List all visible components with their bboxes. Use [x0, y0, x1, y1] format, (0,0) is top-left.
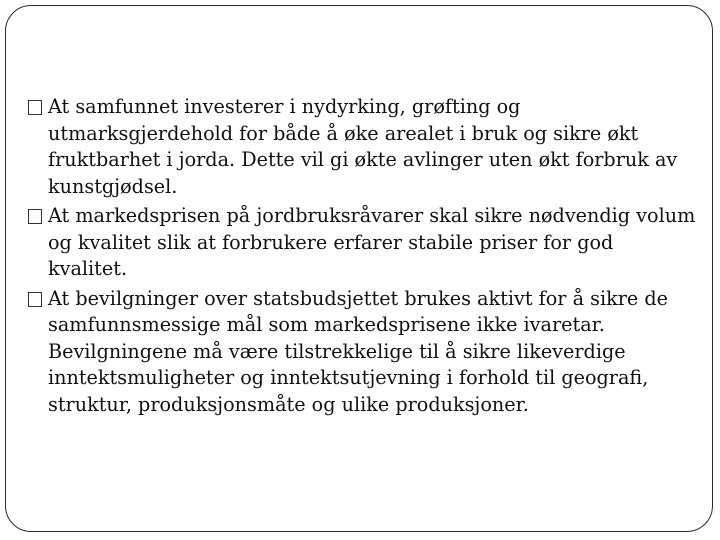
bullet-item — [28, 203, 698, 283]
bullet-text: At markedsprisen på jordbruksråvarer skal sikre nødvendig volum og kvalitet slik at forbrukere erfarer stabile priser for god kvalitet. — [48, 204, 696, 280]
bullet-list — [28, 94, 698, 421]
bullet-item — [28, 286, 698, 419]
square-bullet-icon — [28, 100, 42, 115]
square-bullet-icon — [28, 209, 42, 224]
bullet-text: At samfunnet investerer i nydyrking, grøfting og utmarksgjerdehold for både å øke arealet i bruk og sikre økt fruktbarhet i jorda. Dette vil gi økte avlinger uten økt forbruk av kunstgjødsel. — [48, 95, 678, 198]
bullet-text: At bevilgninger over statsbudsjettet brukes aktivt for å sikre de samfunnsmessige mål som markedsprisene ikke ivaretar. Bevilgningene må være tilstrekkelige til å sikre likeverdige inntektsmuligheter og inntektsutjevning i forhold til geografi, struktur, produksjonsmåte og ulike produksjoner. — [48, 286, 668, 416]
bullet-item — [28, 94, 698, 200]
square-bullet-icon — [28, 292, 42, 307]
